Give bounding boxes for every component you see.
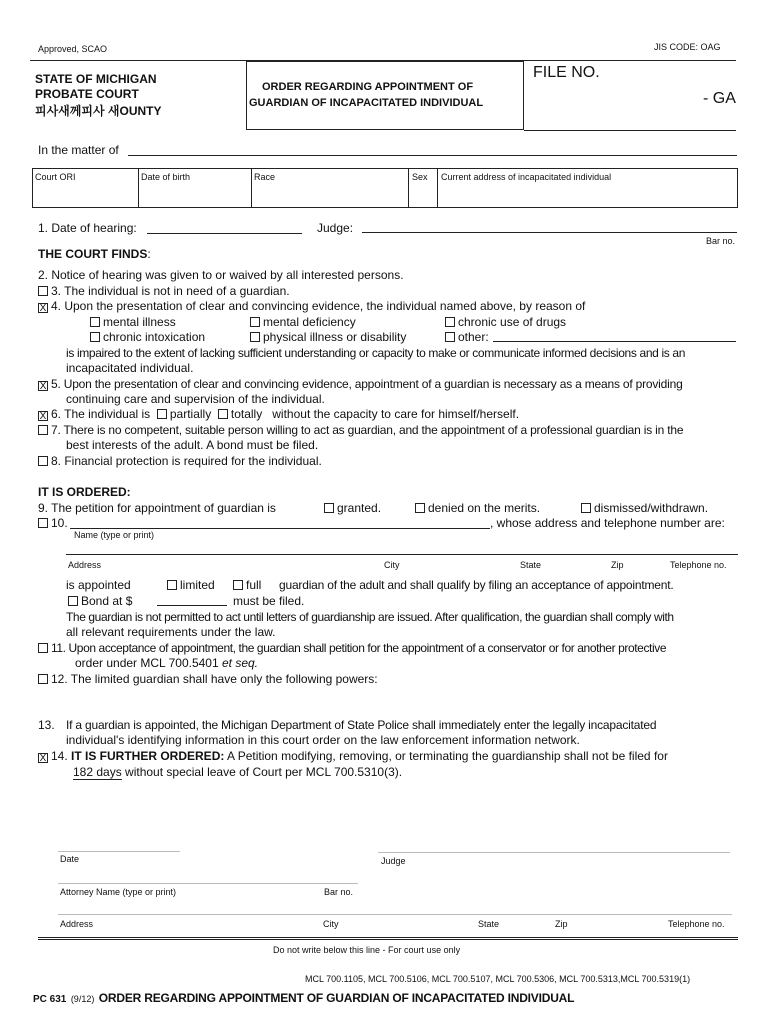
col-race[interactable]: Race (254, 172, 276, 182)
table-divider (437, 168, 438, 208)
order-9: 9. The petition for appointment of guardian is (38, 501, 276, 515)
denied-label: denied on the merits. (428, 501, 541, 515)
judge-sig-label: Judge (381, 856, 406, 866)
other-label: other: (458, 330, 489, 344)
finding-6-text: 6. The individual is (51, 407, 151, 421)
date-line[interactable] (58, 851, 180, 852)
attorney-address-line[interactable] (58, 914, 732, 915)
court-finds-colon: : (147, 247, 151, 261)
order-11-cont-text: order under MCL 700.5401 (75, 656, 222, 670)
permission-l1: The guardian is not permitted to act until letters of guardianship are issued. After qualification, the guardian shall comply with (66, 610, 674, 624)
court-finds-title: THE COURT FINDS (38, 247, 148, 261)
bond-row (68, 594, 132, 608)
physical-label: physical illness or disability (263, 330, 407, 344)
order-11 (38, 641, 666, 655)
court-use-divider (38, 937, 738, 940)
sig-city-label: City (323, 919, 339, 929)
guardian-address-field[interactable] (66, 554, 738, 555)
chronic-intox-label: chronic intoxication (103, 330, 206, 344)
order-12 (38, 672, 378, 686)
footer-title: ORDER REGARDING APPOINTMENT OF GUARDIAN OF INCAPACITATED INDIVIDUAL (98, 991, 575, 1005)
order-11-checkbox[interactable] (38, 643, 48, 653)
et-seq: et seq. (221, 656, 259, 670)
order-11-text: 11. Upon acceptance of appointment, the guardian shall petition for the appointment of a conservator or for another protective (51, 641, 667, 655)
finding-4-text: 4. Upon the presentation of clear and convincing evidence, the individual named above, by reason of (51, 299, 586, 313)
granted-checkbox[interactable] (324, 503, 334, 513)
partially-label: partially (169, 407, 212, 421)
finding-7-cont: best interests of the adult. A bond must be filed. (66, 438, 319, 452)
order-14-checkbox[interactable] (38, 753, 48, 763)
hearing-date-field[interactable] (147, 233, 302, 234)
finding-5 (38, 377, 683, 391)
is-appointed-label: is appointed (66, 578, 131, 592)
denied-checkbox[interactable] (415, 503, 425, 513)
order-10-checkbox[interactable] (38, 518, 48, 528)
order-12-checkbox[interactable] (38, 674, 48, 684)
order-14 (38, 749, 668, 763)
finding-6 (38, 407, 519, 421)
mental-deficiency-label: mental deficiency (263, 315, 356, 329)
attorney-line[interactable] (58, 883, 358, 884)
other-field[interactable] (493, 341, 736, 342)
finding-4-cont1: is impaired to the extent of lacking sufficient understanding or capacity to make or communicate informed decisions and is an (66, 346, 686, 360)
addr-address-label: Address (68, 560, 102, 570)
col-court-ori[interactable]: Court ORI (35, 172, 76, 182)
dismissed-checkbox[interactable] (581, 503, 591, 513)
order-10-tail: , whose address and telephone number are: (490, 516, 725, 530)
attorney-label: Attorney Name (type or print) (60, 887, 177, 897)
col-sex[interactable]: Sex (412, 172, 428, 182)
form-title-line1: ORDER REGARDING APPOINTMENT OF (262, 81, 474, 93)
order-11-cont (75, 656, 258, 670)
header-bottom-rule (524, 130, 736, 131)
county-label: 피사새께피사 새OUNTY (35, 104, 162, 118)
sig-address-label: Address (60, 919, 94, 929)
attorney-bar-label: Bar no. (324, 887, 354, 897)
court-finds-heading (38, 247, 151, 261)
judge-label: Judge: (317, 221, 354, 235)
jis-code: JIS CODE: OAG (654, 42, 721, 52)
granted-label: granted. (337, 501, 382, 515)
judge-field[interactable] (362, 232, 737, 233)
dismissed-label: dismissed/withdrawn. (594, 501, 709, 515)
opt-physical (250, 330, 406, 344)
order-12-text: 12. The limited guardian shall have only the following powers: (51, 672, 378, 686)
form-number: PC 631 (33, 994, 67, 1005)
mental-deficiency-checkbox[interactable] (250, 317, 260, 327)
finding-5-text: 5. Upon the presentation of clear and convincing evidence, appointment of a guardian is necessary as a means of providing (51, 377, 683, 391)
order-14-number: 14. (51, 749, 72, 763)
opt-mental-deficiency (250, 315, 356, 329)
order-10 (38, 516, 68, 530)
finding-3-text: 3. The individual is not in need of a guardian. (51, 284, 290, 298)
sig-phone-label: Telephone no. (668, 919, 725, 929)
limited-label: limited (180, 578, 215, 592)
opt-granted (324, 501, 381, 515)
finding-4 (38, 299, 585, 313)
mcl-citations: MCL 700.1105, MCL 700.5106, MCL 700.5107, MCL 700.5306, MCL 700.5313,MCL 700.5319(1) (305, 974, 691, 984)
order-14-text: A Petition modifying, removing, or terminating the guardianship shall not be filed for (224, 749, 668, 763)
other-checkbox[interactable] (445, 332, 455, 342)
mental-illness-checkbox[interactable] (90, 317, 100, 327)
limited-checkbox[interactable] (167, 580, 177, 590)
date-label: Date (60, 854, 80, 864)
finding-6-tail: without the capacity to care for himself/herself. (272, 407, 520, 421)
col-dob[interactable]: Date of birth (141, 172, 191, 182)
finding-8-text: 8. Financial protection is required for the individual. (51, 454, 322, 468)
chronic-drugs-checkbox[interactable] (445, 317, 455, 327)
opt-chronic-intox (90, 330, 205, 344)
table-divider (408, 168, 409, 208)
finding-5-checkbox[interactable] (38, 381, 48, 391)
file-no-suffix[interactable]: - GA (703, 90, 736, 107)
finding-2: 2. Notice of hearing was given to or waived by all interested persons. (38, 268, 404, 282)
addr-city-label: City (384, 560, 400, 570)
file-no-label: FILE NO. (533, 64, 600, 81)
name-hint: Name (type or print) (74, 530, 155, 540)
finding-3-checkbox[interactable] (38, 286, 48, 296)
finding-7-checkbox[interactable] (38, 425, 48, 435)
finding-3 (38, 284, 290, 298)
sig-zip-label: Zip (555, 919, 568, 929)
physical-checkbox[interactable] (250, 332, 260, 342)
court-label: PROBATE COURT (35, 87, 139, 101)
mental-illness-label: mental illness (103, 315, 176, 329)
matter-name-field[interactable] (128, 155, 737, 156)
opt-mental-illness (90, 315, 176, 329)
finding-8-checkbox[interactable] (38, 456, 48, 466)
footer-row (33, 989, 574, 1007)
addr-state-label: State (520, 560, 542, 570)
finding-7-text: 7. There is no competent, suitable person willing to act as guardian, and the appointment of a professional guardian is in the (51, 423, 684, 437)
permission-l2: all relevant requirements under the law. (66, 625, 276, 639)
full-checkbox[interactable] (233, 580, 243, 590)
matter-label: In the matter of (38, 143, 119, 157)
order-13-l1: If a guardian is appointed, the Michigan Department of State Police shall immediately enter the legally incapacitated (66, 718, 657, 732)
finding-6-checkbox[interactable] (38, 411, 48, 421)
order-13-number: 13. (38, 718, 55, 732)
opt-full (233, 578, 261, 592)
state-label: STATE OF MICHIGAN (35, 72, 157, 86)
order-10-number: 10. (51, 516, 68, 530)
appointed-tail: guardian of the adult and shall qualify by filing an acceptance of appointment. (279, 578, 674, 592)
order-14-cont (73, 765, 402, 779)
opt-dismissed (581, 501, 708, 515)
chronic-drugs-label: chronic use of drugs (458, 315, 567, 329)
chronic-intox-checkbox[interactable] (90, 332, 100, 342)
bond-amount-field[interactable] (157, 605, 227, 606)
totally-checkbox[interactable] (218, 409, 228, 419)
totally-label: totally (230, 407, 263, 421)
finding-5-cont: continuing care and supervision of the individual. (66, 392, 325, 406)
full-label: full (246, 578, 262, 592)
finding-8 (38, 454, 322, 468)
opt-limited (167, 578, 215, 592)
ordered-heading: IT IS ORDERED: (38, 485, 131, 499)
table-divider (251, 168, 252, 208)
addr-zip-label: Zip (611, 560, 624, 570)
further-ordered: IT IS FURTHER ORDERED: (71, 749, 225, 763)
bar-no-label: Bar no. (706, 236, 736, 246)
opt-other (445, 330, 489, 344)
guardian-name-field[interactable] (70, 528, 490, 529)
title-box (246, 61, 524, 130)
days-value[interactable]: 182 days (73, 765, 122, 779)
partially-checkbox[interactable] (157, 409, 167, 419)
opt-denied (415, 501, 540, 515)
judge-signature-line[interactable] (378, 852, 730, 853)
finding-4-checkbox[interactable] (38, 303, 48, 313)
col-address[interactable]: Current address of incapacitated individual (441, 172, 612, 182)
bond-checkbox[interactable] (68, 596, 78, 606)
opt-chronic-drugs (445, 315, 566, 329)
table-divider (138, 168, 139, 208)
form-title-line2: GUARDIAN OF INCAPACITATED INDIVIDUAL (249, 97, 484, 109)
must-be-filed: must be filed. (233, 594, 305, 608)
finding-4-cont2: incapacitated individual. (66, 361, 194, 375)
form-revision: (9/12) (70, 994, 95, 1004)
order-13-l2: individual's identifying information in this court order on the law enforcement information network. (66, 733, 580, 747)
order-14-tail: without special leave of Court per MCL 700.5310(3). (121, 765, 403, 779)
approved-text: Approved, SCAO (38, 44, 108, 54)
finding-7 (38, 423, 683, 437)
court-use-note: Do not write below this line - For court use only (273, 945, 461, 955)
sig-state-label: State (478, 919, 500, 929)
addr-phone-label: Telephone no. (670, 560, 727, 570)
bond-label: Bond at $ (81, 594, 133, 608)
hearing-date-label: 1. Date of hearing: (38, 221, 137, 235)
